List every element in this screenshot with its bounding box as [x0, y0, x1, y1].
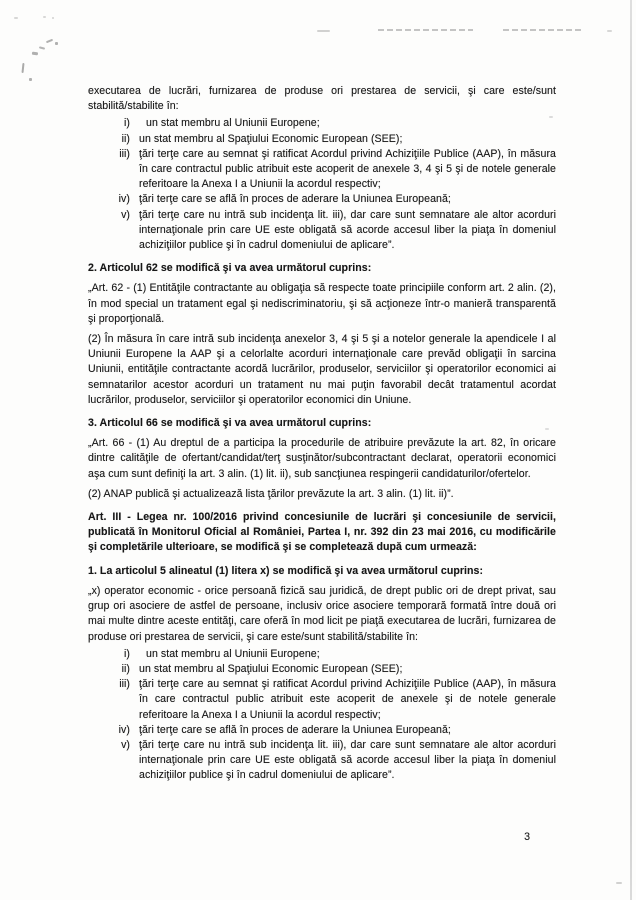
scan-dash-line [378, 29, 473, 31]
list-marker: ii) [121, 662, 130, 675]
pencil-mark [21, 63, 24, 73]
scan-speck [616, 882, 622, 884]
section-heading-art62: 2. Articolul 62 se modifică şi va avea următorul cuprins: [88, 262, 372, 275]
list-item [88, 147, 556, 193]
list-item-text: ţări terţe care au semnat şi ratificat Acordul privind Achiziţiile Publice (AAP), în măsura în care contractul public atribuit este acoperit de anexele 3, 4 şi 5 şi de notele generale referitoare la Anexa I a Uniunii la acordul respectiv; [139, 147, 556, 191]
list-item [88, 116, 556, 131]
scan-dash-line [503, 29, 581, 31]
pencil-speck [14, 17, 18, 19]
list-item-text: ţări terţe care nu intră sub incidenţa lit. iii), dar care sunt semnatare ale altor acorduri internaţionale prin care UE este obligată să acorde accesul liber la piaţa în domeniul achiziţiilor publice şi în cadrul domeniului de aplicare”. [139, 208, 556, 252]
scan-edge-line [630, 0, 632, 900]
list-marker: v) [121, 738, 130, 751]
list-marker: iv) [118, 193, 130, 206]
paragraph-litera-x: „x) operator economic - orice persoană fizică sau juridică, de drept public ori de drept privat, sau grup ori asociere de astfel de persoane, inclusiv orice asociere temporară formată între două ori mai multe dintre aceste entităţi, care oferă în mod licit pe piaţă executarea de lucrări, furnizarea de produse ori prestarea de servicii, şi care este/sunt stabilită/stabilite în: [88, 584, 556, 643]
list-marker: iii) [119, 678, 130, 691]
paragraph-art62-2: (2) În măsura în care intră sub incidenţa anexelor 3, 4 şi 5 şi a notelor generale la apendicele I al Uniunii Europene la AAP şi a celorlalte acorduri internaţionale care prevăd obligaţii în sarcina Uniunii, entităţile contractante acordă lucrărilor, produselor, serviciilor şi operatorilor economici ai semnatarilor acestor acorduri un tratament nu mai puţin favorabil decât tratamentul acordat lucrărilor, produselor, serviciilor şi operatorilor economici din Uniune. [88, 333, 556, 406]
list-item [88, 192, 556, 207]
list-item [88, 677, 556, 723]
section-heading-art5: 1. La articolul 5 alineatul (1) litera x) se modifică şi va avea următorul cuprins: [88, 564, 484, 577]
list-item-text: ţări terţe care se află în proces de aderare la Uniunea Europeană; [139, 723, 451, 736]
pencil-squiggle [46, 39, 53, 43]
roman-list-2 [88, 647, 556, 784]
paragraph-art66-2: (2) ANAP publică şi actualizează lista ţărilor prevăzute la art. 3 alin. (1) lit. ii)”. [88, 487, 454, 500]
pencil-speck [52, 17, 54, 19]
pencil-squiggle [32, 52, 38, 55]
list-item-text: un stat membru al Spaţiului Economic European (SEE); [139, 662, 403, 675]
pencil-squiggle [39, 46, 45, 49]
list-item-text: ţări terţe care au semnat şi ratificat Acordul privind Achiziţiile Publice (AAP), în măsura în care contractul public atribuit este acoperit de anexele şi de notele generale referitoare la Anexa I a Uniunii la acordul respectiv; [139, 678, 556, 721]
pencil-squiggle [55, 42, 58, 45]
list-item [88, 647, 556, 662]
list-item [88, 738, 556, 784]
list-item [88, 132, 556, 147]
list-item [88, 208, 556, 254]
list-item-text: un stat membru al Uniunii Europene; [146, 647, 320, 660]
page-number: 3 [524, 831, 530, 843]
list-item [88, 723, 556, 738]
pencil-dot [29, 78, 32, 81]
document-body [88, 84, 556, 784]
list-item-text: un stat membru al Spaţiului Economic European (SEE); [139, 132, 403, 145]
list-item-text: un stat membru al Uniunii Europene; [146, 117, 320, 130]
list-item-text: ţări terţe care nu intră sub incidenţa lit. iii), dar care sunt semnatare ale altor acorduri internaţionale prin care UE este obligată să acorde accesul liber la piaţa în domeniul achiziţiilor publice şi în cadrul domeniului de aplicare”. [139, 738, 556, 782]
list-marker: ii) [121, 132, 130, 145]
list-marker: i) [124, 117, 130, 130]
pencil-speck [43, 16, 46, 18]
list-marker: v) [121, 208, 130, 221]
section-heading-art-iii: Art. III - Legea nr. 100/2016 privind concesiunile de lucrări şi concesiunile de servicii, publicată în Monitorul Oficial al României, Partea I, nr. 392 din 23 mai 2016, cu modificările şi completările ulterioare, se modifică şi se completează după cum urmează: [88, 511, 556, 554]
scan-dash [607, 30, 612, 32]
list-marker: iv) [118, 723, 130, 736]
list-item-text: ţări terţe care se află în proces de aderare la Uniunea Europeană; [139, 193, 451, 206]
section-heading-art66: 3. Articolul 66 se modifică şi va avea următorul cuprins: [88, 417, 372, 430]
paragraph-continuation: executarea de lucrări, furnizarea de produse ori prestarea de servicii, şi care este/sunt stabilită/stabilite în: [88, 85, 556, 113]
paragraph-art66-1: „Art. 66 - (1) Au dreptul de a participa la procedurile de atribuire prevăzute la art. 82, în oricare dintre calităţile de ofertant/candidat/terţ susţinător/subcontractant declarat, operatorii economici aşa cum sunt definiţi la art. 3 alin. (1) lit. ii), sub sancţiunea respingerii candidaturilor/ofertelor. [88, 437, 556, 480]
list-marker: i) [124, 647, 130, 660]
roman-list-1 [88, 116, 556, 253]
scan-dash [317, 30, 330, 32]
paragraph-art62-1: „Art. 62 - (1) Entităţile contractante au obligaţia să respecte toate principiile conform art. 2 alin. (2), în mod special un tratament egal şi nediscriminatoriu, şi să acţioneze într-o manieră transparentă şi proporţională. [88, 282, 556, 325]
list-marker: iii) [119, 147, 130, 160]
list-item [88, 662, 556, 677]
